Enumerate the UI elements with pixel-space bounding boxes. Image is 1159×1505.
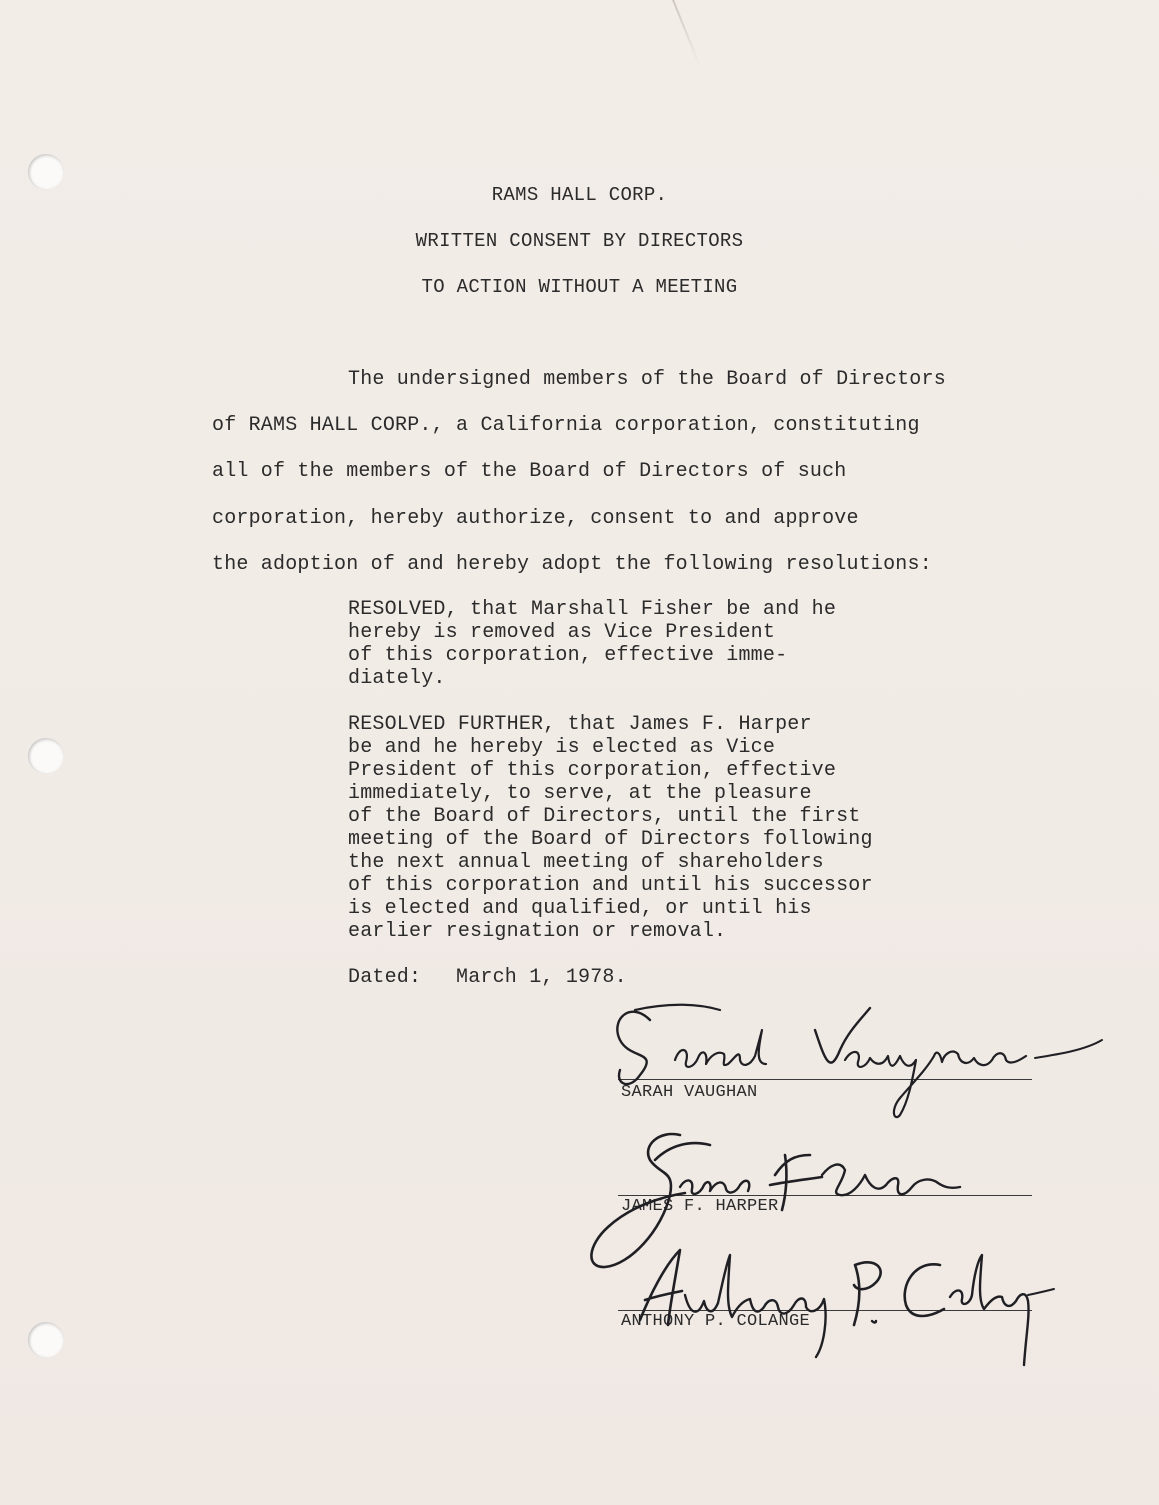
intro-line: all of the members of the Board of Directors of such (212, 460, 847, 483)
dated-value: March 1, 1978. (456, 966, 627, 989)
signature-anthony-p-colange (610, 1225, 1060, 1375)
resolution-2-line: immediately, to serve, at the pleasure (348, 782, 812, 805)
resolution-2-line: of this corporation and until his successor (348, 874, 873, 897)
resolution-1-line: diately. (348, 667, 446, 690)
resolution-2-line: the next annual meeting of shareholders (348, 851, 824, 874)
printed-name: SARAH VAUGHAN (621, 1083, 758, 1102)
resolution-2-line: President of this corporation, effective (348, 759, 837, 782)
punch-hole-middle (28, 738, 64, 774)
resolution-2-line: is elected and qualified, or until his (348, 897, 812, 920)
printed-name: JAMES F. HARPER (621, 1197, 779, 1216)
printed-name: ANTHONY P. COLANGE (621, 1312, 811, 1331)
resolution-2-line: meeting of the Board of Directors following (348, 828, 873, 851)
signature-sarah-vaughan (590, 990, 1110, 1120)
intro-line: the adoption of and hereby adopt the following resolutions: (212, 553, 932, 576)
company-heading: RAMS HALL CORP. (491, 184, 668, 206)
paper-crease (672, 0, 701, 67)
resolution-1-line: hereby is removed as Vice President (348, 621, 776, 644)
intro-line: of RAMS HALL CORP., a California corporation, constituting (212, 414, 920, 437)
resolution-2-line: be and he hereby is elected as Vice (348, 736, 776, 759)
intro-line: corporation, hereby authorize, consent to and approve (212, 507, 859, 530)
document-title-line-2: TO ACTION WITHOUT A MEETING (421, 276, 738, 298)
document-title-line-1: WRITTEN CONSENT BY DIRECTORS (415, 230, 744, 252)
intro-line: The undersigned members of the Board of Directors (348, 368, 946, 391)
dated-label: Dated: (348, 966, 422, 989)
punch-hole-bottom (28, 1322, 64, 1358)
resolution-2-line: RESOLVED FURTHER, that James F. Harper (348, 713, 812, 736)
resolution-2-line: earlier resignation or removal. (348, 920, 727, 943)
resolution-2-line: of the Board of Directors, until the first (348, 805, 861, 828)
resolution-1-line: of this corporation, effective imme- (348, 644, 788, 667)
resolution-1-line: RESOLVED, that Marshall Fisher be and he (348, 598, 837, 621)
